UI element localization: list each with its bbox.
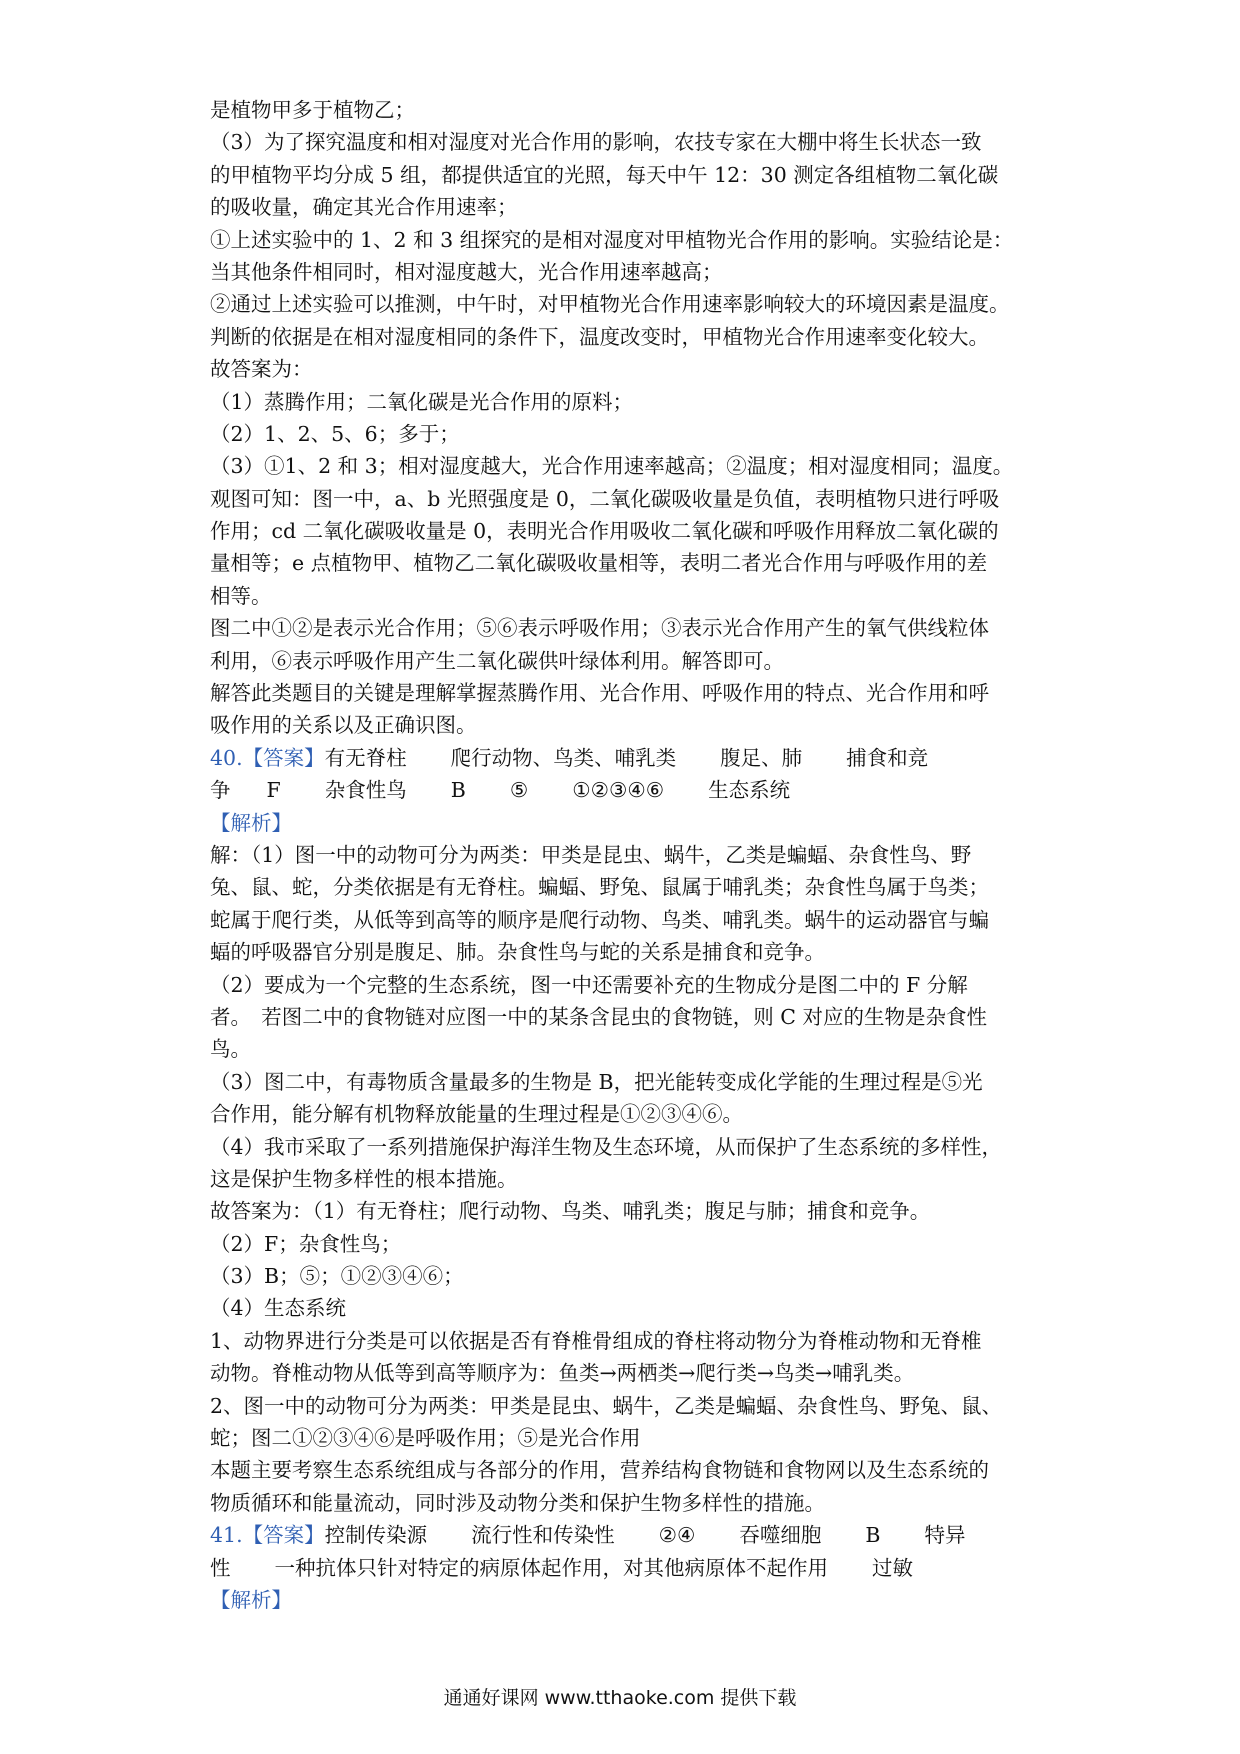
answer-item: B [450, 778, 466, 803]
text-line: （3）图二中，有毒物质含量最多的生物是 B，把光能转变成化学能的生理过程是⑤光 [210, 1069, 983, 1094]
text-line: 2、图一中的动物可分为两类：甲类是昆虫、蜗牛，乙类是蝙蝠、杂食性鸟、野兔、鼠、 [210, 1393, 1003, 1418]
text-line: 吸作用的关系以及正确识图。 [210, 713, 477, 738]
answer-item: ①②③④⑥ [572, 778, 665, 803]
answer-item: ②④ [658, 1523, 696, 1548]
text-line: （2）要成为一个完整的生态系统，图一中还需要补充的生物成分是图二中的 F 分解 [210, 972, 968, 997]
text-line: 利用，⑥表示呼吸作用产生二氧化碳供叶绿体利用。解答即可。 [210, 648, 784, 673]
text-line: 本题主要考察生态系统组成与各部分的作用，营养结构食物链和食物网以及生态系统的 [210, 1458, 989, 1483]
answer-item: B [865, 1523, 881, 1548]
text-line: （1）蒸腾作用；二氧化碳是光合作用的原料； [210, 389, 634, 414]
text-line: 蛇；图二①②③④⑥是呼吸作用；⑤是光合作用 [210, 1426, 641, 1451]
answer-item: 生态系统 [708, 778, 791, 803]
text-line: ①上述实验中的 1、2 和 3 组探究的是相对湿度对甲植物光合作用的影响。实验结论是： [210, 227, 1014, 252]
q40-answer-row-2 [210, 774, 1050, 806]
q41-answer-row-2 [210, 1552, 1050, 1584]
text-line: 故答案为：（1）有无脊柱；爬行动物、鸟类、哺乳类；腹足与肺；捕食和竞争。 [210, 1199, 931, 1224]
analysis-tag: 【解析】 [210, 1587, 292, 1612]
answer-item: 杂食性鸟 [324, 778, 407, 803]
text-line: 的吸收量，确定其光合作用速率； [210, 195, 518, 220]
answer-item: 有无脊柱 [324, 745, 407, 770]
text-line: 是植物甲多于植物乙； [210, 98, 415, 122]
text-line: （2）F；杂食性鸟； [210, 1231, 402, 1256]
answer-tag: 【答案】 [242, 1523, 325, 1548]
question-number: 41. [210, 1523, 243, 1548]
text-line: （3）B；⑤；①②③④⑥； [210, 1264, 464, 1289]
text-line: （4）生态系统 [210, 1296, 347, 1321]
answer-item: 吞噬细胞 [739, 1523, 822, 1548]
answer-item: 流行性和传染性 [471, 1523, 615, 1548]
text-line: （4）我市采取了一系列措施保护海洋生物及生态环境，从而保护了生态系统的多样性， [210, 1134, 1003, 1159]
text-line: 鸟。 [210, 1037, 251, 1062]
answer-item: 腹足、肺 [720, 745, 803, 770]
answer-item: 控制传染源 [324, 1523, 428, 1548]
text-line: 观图可知：图一中，a、b 光照强度是 0，二氧化碳吸收量是负值，表明植物只进行呼吸 [210, 486, 1000, 511]
text-line: 相等。 [210, 583, 272, 608]
text-line: （3）①1、2 和 3；相对湿度越大，光合作用速率越高；②温度；相对湿度相同；温度。 [210, 454, 1014, 479]
text-line: （2）1、2、5、6；多于； [210, 421, 460, 446]
answer-item: 捕食和竞 [846, 745, 929, 770]
text-line: 解答此类题目的关键是理解掌握蒸腾作用、光合作用、呼吸作用的特点、光合作用和呼 [210, 681, 989, 706]
text-line: 这是保护生物多样性的根本措施。 [210, 1166, 518, 1191]
page-footer: 通通好课网 www.tthaoke.com 提供下载 [443, 1687, 797, 1709]
answer-item: 过敏 [872, 1555, 913, 1580]
text-line: 故答案为： [210, 357, 313, 382]
text-line: 动物。脊椎动物从低等到高等顺序为：鱼类→两栖类→爬行类→鸟类→哺乳类。 [210, 1361, 915, 1386]
text-line: 作用；cd 二氧化碳吸收量是 0，表明光合作用吸收二氧化碳和呼吸作用释放二氧化碳的 [210, 519, 999, 544]
analysis-tag: 【解析】 [210, 810, 292, 835]
text-line: 当其他条件相同时，相对湿度越大，光合作用速率越高； [210, 259, 723, 284]
text-line: 判断的依据是在相对湿度相同的条件下，温度改变时，甲植物光合作用速率变化较大。 [210, 324, 989, 349]
text-line: ②通过上述实验可以推测，中午时，对甲植物光合作用速率影响较大的环境因素是温度。 [210, 292, 1010, 317]
answer-item: 爬行动物、鸟类、哺乳类 [450, 745, 677, 770]
answer-tag: 【答案】 [242, 745, 325, 770]
answer-item: 一种抗体只针对特定的病原体起作用，对其他病原体不起作用 [274, 1555, 828, 1580]
text-line: 的甲植物平均分成 5 组，都提供适宜的光照，每天中午 12：30 测定各组植物二氧化碳 [210, 162, 999, 187]
answer-item: 特异 [924, 1523, 966, 1548]
q40-answer-row-1 [210, 742, 1050, 774]
q41-answer-row-1 [210, 1519, 1050, 1551]
text-line: 物质循环和能量流动，同时涉及动物分类和保护生物多样性的措施。 [210, 1490, 825, 1515]
text-line: 蛇属于爬行类，从低等到高等的顺序是爬行动物、鸟类、哺乳类。蜗牛的运动器官与蝙 [210, 907, 989, 932]
answer-item: 争 [210, 778, 231, 803]
text-line: 解：（1）图一中的动物可分为两类：甲类是昆虫、蜗牛，乙类是蝙蝠、杂食性鸟、野 [210, 842, 972, 867]
text-line: 1、动物界进行分类是可以依据是否有脊椎骨组成的脊柱将动物分为脊椎动物和无脊椎 [210, 1328, 982, 1353]
text-line: 图二中①②是表示光合作用；⑤⑥表示呼吸作用；③表示光合作用产生的氧气供线粒体 [210, 616, 989, 641]
text-line: 量相等；e 点植物甲、植物乙二氧化碳吸收量相等，表明二者光合作用与呼吸作用的差 [210, 551, 988, 576]
text-line: 合作用，能分解有机物释放能量的生理过程是①②③④⑥。 [210, 1102, 743, 1127]
answer-item: 性 [210, 1555, 231, 1580]
text-line: （3）为了探究温度和相对湿度对光合作用的影响，农技专家在大棚中将生长状态一致 [210, 130, 982, 155]
answer-item: F [266, 778, 281, 803]
answer-item: ⑤ [509, 778, 529, 803]
document-body [210, 94, 1050, 1616]
text-line: 者。 若图二中的食物链对应图一中的某条含昆虫的食物链，则 C 对应的生物是杂食性 [210, 1004, 987, 1029]
text-line: 蝠的呼吸器官分别是腹足、肺。杂食性鸟与蛇的关系是捕食和竞争。 [210, 940, 825, 965]
question-number: 40. [210, 745, 243, 770]
text-line: 兔、鼠、蛇，分类依据是有无脊柱。蝙蝠、野兔、鼠属于哺乳类；杂食性鸟属于鸟类； [210, 875, 989, 900]
